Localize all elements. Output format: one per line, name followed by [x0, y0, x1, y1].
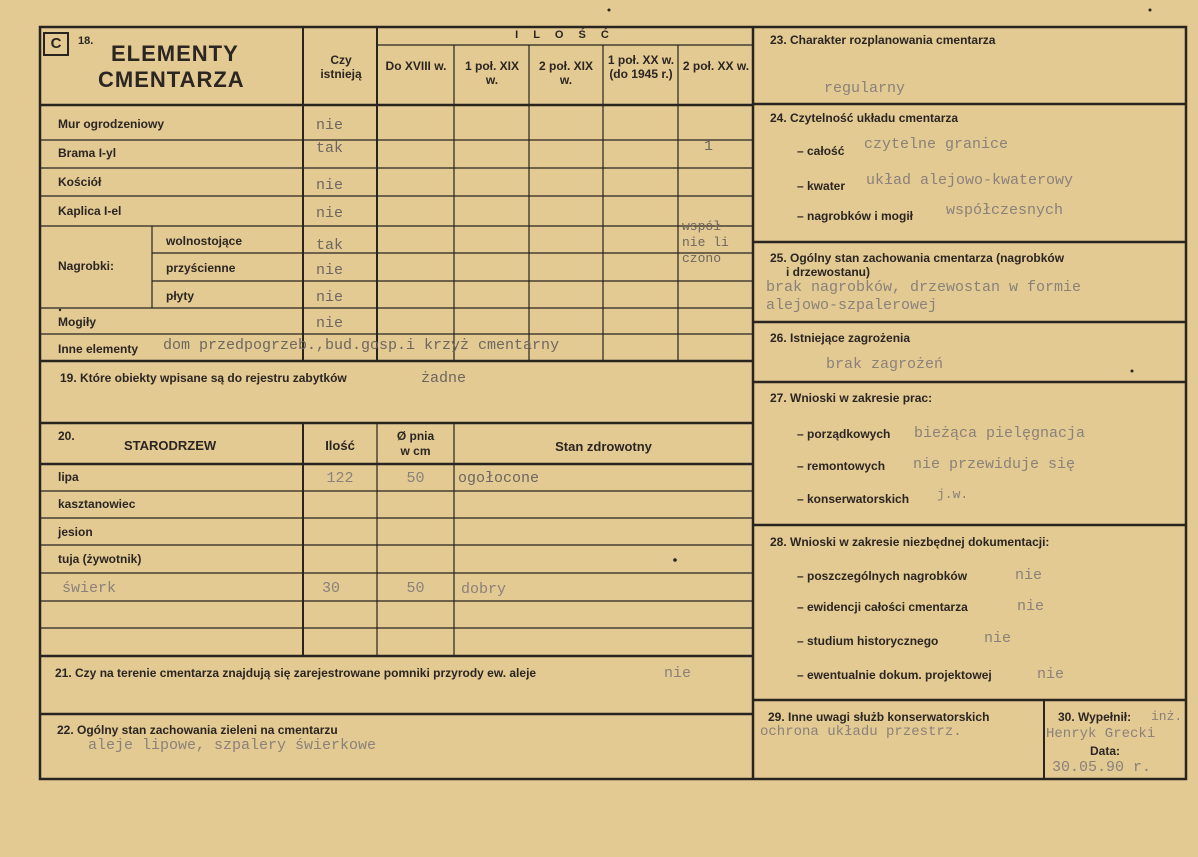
section-18-number: 18.	[78, 35, 94, 47]
s24-item-value-2: układ alejowo-kwaterowy	[866, 172, 1074, 189]
s24-item-value-3: współczesnych	[946, 202, 1064, 219]
section-25-label-1: 25. Ogólny stan zachowania cmentarza (nagrobków	[770, 251, 1065, 265]
s24-item-label-3: – nagrobków i mogił	[797, 209, 914, 223]
section-30-date-value: 30.05.90 r.	[1052, 759, 1152, 776]
tree-name-lipa: lipa	[58, 470, 79, 484]
exists-plyty: nie	[316, 289, 344, 306]
section-23-label: 23. Charakter rozplanowania cmentarza	[770, 33, 996, 47]
s28-item-value-2: nie	[1017, 598, 1045, 615]
s28-item-label-1: – poszczególnych nagrobków	[797, 569, 968, 583]
section-25-value-2: alejowo-szpalerowej	[766, 297, 938, 314]
note-line-3: czono	[682, 251, 722, 266]
s28-item-label-4: – ewentualnie dokum. projektowej	[797, 668, 992, 682]
row-label-przyscienne: przyścienne	[166, 261, 236, 275]
section-24-label: 24. Czytelność układu cmentarza	[770, 111, 959, 125]
tree-name-jesion: jesion	[58, 525, 93, 539]
exists-brama: tak	[316, 140, 344, 157]
section-26-value: brak zagrożeń	[826, 356, 944, 373]
tree-diam-swierk: 50	[406, 580, 425, 597]
s27-item-label-3: – konserwatorskich	[797, 492, 910, 506]
section-19-label: 19. Które obiekty wpisane są do rejestru zabytków	[60, 371, 347, 385]
section-30-date-label: Data:	[1090, 744, 1121, 758]
s24-item-label-2: – kwater	[797, 179, 846, 193]
section-25-label-2: i drzewostanu)	[786, 265, 871, 279]
tree-name-tuja: tuja (żywotnik)	[58, 552, 142, 566]
row-label-mogily: Mogiły	[58, 315, 96, 329]
row-label-wolnostojace: wolnostojące	[166, 234, 243, 248]
col-header-period-5: 2 poł. XX w.	[682, 59, 750, 73]
inne-elementy-value: dom przedpogrzeb.,bud.gosp.i krzyż cmentarny	[163, 337, 560, 354]
tree-health-lipa: ogołocone	[458, 470, 540, 487]
col-header-diam-1: Ø pnia	[396, 429, 435, 443]
s28-item-value-4: nie	[1037, 666, 1065, 683]
section-22-value: aleje lipowe, szpalery świerkowe	[88, 737, 377, 754]
tree-count-swierk: 30	[321, 580, 340, 597]
col-header-count: Ilość	[325, 438, 355, 453]
section-30-value-2: Henryk Grecki	[1046, 726, 1156, 742]
row-label-kaplica: Kaplica I-el	[58, 204, 122, 218]
section-18-title-line2: CMENTARZA	[98, 67, 245, 92]
section-25-value-1: brak nagrobków, drzewostan w formie	[766, 279, 1082, 296]
row-label-plyty: płyty	[166, 289, 195, 303]
tree-diam-lipa: 50	[406, 470, 425, 487]
exists-kosciol: nie	[316, 177, 344, 194]
col-header-period-3: 2 poł. XIX w.	[538, 59, 593, 87]
note-line-2: nie li	[682, 235, 729, 250]
section-26-label: 26. Istniejące zagrożenia	[770, 331, 911, 345]
section-19-value: żadne	[421, 370, 467, 387]
s28-item-value-1: nie	[1015, 567, 1043, 584]
tree-health-swierk: dobry	[461, 581, 507, 598]
note-line-1: współ-	[682, 219, 729, 234]
exists-wolnostojace: tak	[316, 237, 344, 254]
section-23-value: regularny	[824, 80, 906, 97]
row-label-brama: Brama I-yl	[58, 146, 117, 160]
col-header-period-4: 1 poł. XX w. (do 1945 r.)	[607, 53, 675, 81]
row-group-nagrobki: Nagrobki:	[58, 259, 115, 273]
section-21-value: nie	[664, 665, 692, 682]
section-21-label: 21. Czy na terenie cmentarza znajdują się zarejestrowane pomniki przyrody ew. aleje	[55, 666, 537, 680]
s24-item-label-1: – całość	[797, 144, 845, 158]
section-letter-box: C	[43, 32, 69, 56]
section-28-label: 28. Wnioski w zakresie niezbędnej dokumentacji:	[770, 535, 1050, 549]
tree-name-kasztanowiec: kasztanowiec	[58, 497, 136, 511]
col-header-health: Stan zdrowotny	[555, 439, 652, 454]
exists-mogily: nie	[316, 315, 344, 332]
s28-item-label-2: – ewidencji całości cmentarza	[797, 600, 968, 614]
s28-item-value-3: nie	[984, 630, 1012, 647]
s27-item-label-2: – remontowych	[797, 459, 886, 473]
s27-item-value-2: nie przewiduje się	[913, 456, 1076, 473]
section-30-value-1: inż.	[1151, 709, 1183, 724]
s27-item-value-3: j.w.	[937, 487, 969, 502]
col-header-period-2: 1 poł. XIX w.	[464, 59, 519, 87]
brama-count: 1	[704, 138, 714, 155]
section-29-value: ochrona układu przestrz.	[760, 724, 962, 740]
section-29-label: 29. Inne uwagi służb konserwatorskich	[768, 710, 990, 724]
col-header-exists: Czy istnieją	[320, 53, 362, 81]
tree-name-swierk: świerk	[62, 580, 117, 597]
row-label-kosciol: Kościół	[58, 175, 102, 189]
section-30-label: 30. Wypełnił:	[1058, 710, 1132, 724]
tree-count-lipa: 122	[326, 470, 354, 487]
section-27-label: 27. Wnioski w zakresie prac:	[770, 391, 933, 405]
col-header-period-1: Do XVIII w.	[385, 59, 447, 73]
s27-item-value-1: bieżąca pielęgnacja	[914, 425, 1086, 442]
row-label-inne: Inne elementy	[58, 342, 139, 356]
col-header-ilosc: I L O Ś Ć	[515, 29, 615, 41]
section-20-title: STARODRZEW	[124, 438, 217, 453]
s28-item-label-3: – studium historycznego	[797, 634, 939, 648]
section-20-number: 20.	[58, 429, 75, 443]
s24-item-value-1: czytelne granice	[864, 136, 1009, 153]
section-22-label: 22. Ogólny stan zachowania zieleni na cmentarzu	[57, 723, 338, 737]
exists-kaplica: nie	[316, 205, 344, 222]
col-header-diam-2: w cm	[400, 444, 431, 458]
exists-przyscienne: nie	[316, 262, 344, 279]
s27-item-label-1: – porządkowych	[797, 427, 891, 441]
row-label-mur: Mur ogrodzeniowy	[58, 117, 164, 131]
exists-mur: nie	[316, 117, 344, 134]
section-18-title-line1: ELEMENTY	[111, 41, 239, 66]
